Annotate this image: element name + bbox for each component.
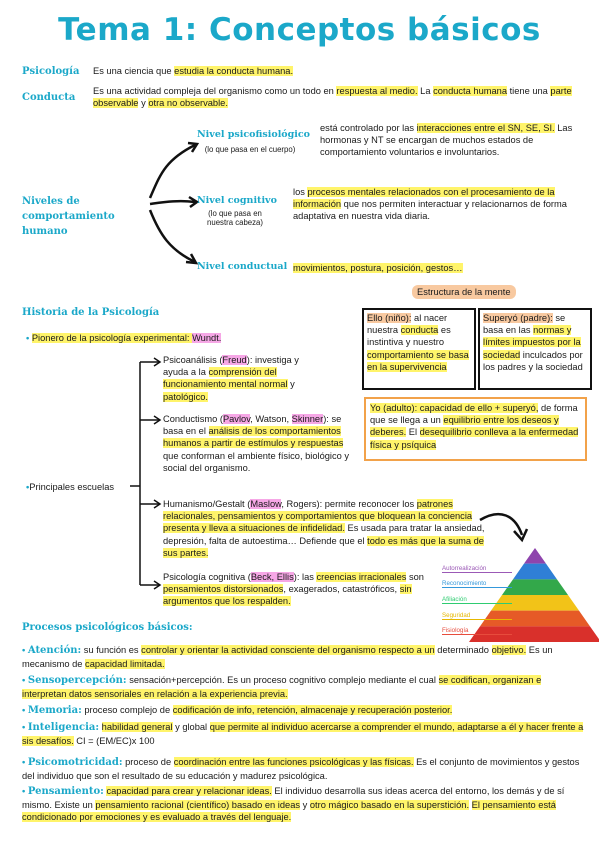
pyramid-level-label: Afiliación bbox=[442, 596, 512, 604]
pyramid-level-label: Autorrealización bbox=[442, 565, 512, 573]
ello-box: Ello (niño): al nacer nuestra conducta es instintiva y nuestro comportamiento se basa en la supervivencia bbox=[362, 308, 476, 390]
definition-psicologia: Es una ciencia que estudia la conducta humana. bbox=[93, 66, 294, 76]
estructura-label: Estructura de la mente bbox=[412, 285, 516, 299]
nivel-cognitivo-title: Nivel cognitivo bbox=[197, 195, 277, 206]
proceso-sensopercepcion: • Sensopercepción: sensación+percepción. Es un proceso cognitivo complejo mediante el cual se codifican, organizan e interpretan datos sensoriales en relación a la experiencia previa. bbox=[22, 675, 542, 699]
historia-heading: Historia de la Psicología bbox=[22, 307, 160, 318]
nivel-cognitivo-sub: (lo que pasa en nuestra cabeza) bbox=[207, 209, 263, 227]
definition-conducta: Es una actividad compleja del organismo como un todo en respuesta al medio. La conducta humana tiene una parte observable y otra no observable. bbox=[93, 86, 572, 109]
page-title: Tema 1: Conceptos básicos bbox=[58, 12, 541, 48]
term-psicologia: Psicología bbox=[22, 66, 80, 77]
nivel-conductual-title: Nivel conductual bbox=[197, 261, 288, 272]
escuela-psicoanalisis: Psicoanálisis (Freud): investiga y ayuda a la comprensión del funcionamiento mental normal y patológico. bbox=[163, 355, 299, 402]
escuela-humanismo: Humanismo/Gestalt (Maslow, Rogers): permite reconocer los patrones relacionales, pensamientos y comportamientos que bloquean la conciencia presenta y lleva a situaciones de infidelidad. Es usada para tratar la ansiedad, depresión, falta de autoestima… Defiende que el todo es más que la suma de sus partes. bbox=[163, 499, 485, 558]
principales-escuelas-label: •Principales escuelas bbox=[26, 482, 115, 492]
escuela-cognitiva: Psicología cognitiva (Beck, Ellis): las creencias irracionales son pensamientos distorsionados, exagerados, catastróficos, sin argumentos que los respalden. bbox=[163, 572, 424, 607]
proceso-psicomotricidad: • Psicomotricidad: proceso de coordinación entre las funciones psicológicas y las físicas. Es el conjunto de movimientos y gestos del individuo que son el resultado de su educación y madurez psicológica. bbox=[22, 757, 580, 781]
nivel-cognitivo-text: los procesos mentales relacionados con el procesamiento de la información que nos permiten interactuar y relacionarnos de forma adaptativa en nuestra vida diaria. bbox=[293, 187, 567, 222]
nivel-psicofisiologico-sub: (lo que pasa en el cuerpo) bbox=[204, 145, 296, 154]
yo-box: Yo (adulto): capacidad de ello + superyó, de forma que se llega a un equilibrio entre los deseos y deberes. El desequilibrio conlleva a la enfermedad física y psíquica bbox=[364, 397, 587, 461]
proceso-atencion: • Atención: su función es controlar y orientar la actividad consciente del organismo respecto a un determinado objetivo. Es un mecanismo de capacidad limitada. bbox=[22, 645, 553, 669]
procesos-heading: Procesos psicológicos básicos: bbox=[22, 622, 193, 633]
pyramid-tier bbox=[513, 564, 557, 580]
pyramid-level-label: Fisiología bbox=[442, 627, 512, 635]
nivel-psicofisiologico-title: Nivel psicofisiológico bbox=[197, 129, 311, 140]
escuela-conductismo: Conductismo (Pavlov, Watson, Skinner): se basa en el análisis de los comportamientos humanos a partir de estímulos y respuestas que conforman el ambiente físico, biológico y social del organismo. bbox=[163, 414, 350, 473]
pionero-item: • Pionero de la psicología experimental: Wundt. bbox=[26, 333, 222, 343]
pyramid-tier bbox=[524, 548, 546, 564]
nivel-conductual-text: movimientos, postura, posición, gestos… bbox=[293, 263, 463, 273]
nivel-psicofisiologico-text: está controlado por las interacciones entre el SN, SE, SI. Las hormonas y NT se encargan de muchos estados de comportamiento voluntarios e involuntarios. bbox=[320, 123, 573, 158]
term-conducta: Conducta bbox=[22, 92, 76, 103]
pyramid-level-label: Seguridad bbox=[442, 612, 512, 620]
proceso-inteligencia: • Inteligencia: habilidad general y global que permite al individuo acercarse a comprender el mundo, adaptarse a él y hacer frente a sis desafíos. CI = (EM/EC)x 100 bbox=[22, 722, 584, 746]
proceso-memoria: • Memoria: proceso complejo de codificación de info, retención, almacenaje y recuperación posterior. bbox=[22, 705, 453, 716]
pyramid-level-label: Reconocimiento bbox=[442, 580, 512, 588]
proceso-pensamiento: • Pensamiento: capacidad para crear y relacionar ideas. El individuo desarrolla sus ideas acerca del entorno, los demás y de sí mismo. Existe un pensamiento racional (científico) basado en ideas y otro mágico basado en la superstición. El pensamiento está condicionado por emociones y es evaluado a través del lenguaje. bbox=[22, 786, 565, 822]
superyo-box: Superyó (padre): se basa en las normas y límites impuestos por la sociedad inculcados por los padres y la sociedad bbox=[478, 308, 592, 390]
niveles-label: Niveles de comportamiento humano bbox=[22, 196, 115, 237]
